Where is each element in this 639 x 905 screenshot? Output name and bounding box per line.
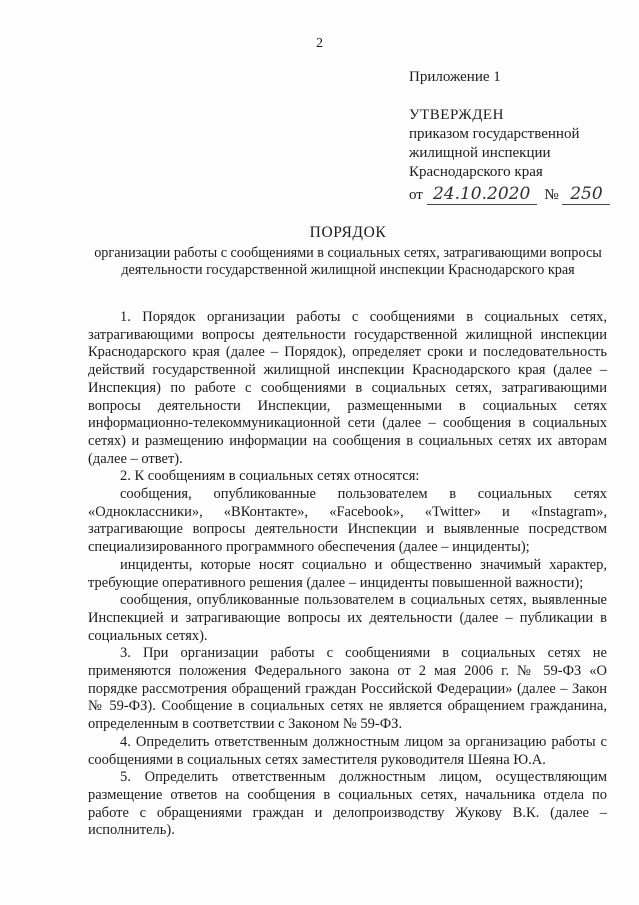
number-label: №: [544, 187, 559, 203]
handwritten-number: 250: [562, 185, 610, 205]
from-label: от: [409, 187, 423, 203]
paragraph: 2. К сообщениям в социальных сетях относятся:: [120, 468, 420, 485]
approval-block: [409, 68, 629, 205]
approval-date-line: [409, 185, 629, 205]
document-body: [88, 309, 607, 840]
paragraph: 1. Порядок организации работы с сообщениями в социальных сетях, затрагивающими вопросы деятельности государственной жилищной инспекции Краснодарского края (далее – Порядок), определяет сроки и последовательность действий государственной жилищной инспекции Краснодарского края (далее – Инспекция) по работе с сообщениями в социальных сетях, затрагивающими вопросы деятельности Инспекции, размещенными в социальных сетях информационно-телекоммуникационной сети (далее – сообщения в социальных сетях) и размещению информации на сообщения в социальных сетях их авторам (далее – ответ).: [88, 309, 607, 467]
annex-label: Приложение 1: [409, 69, 501, 85]
paragraph: сообщения, опубликованные пользователем в социальных сетях «Одноклассники», «ВКонтакте», «Facebook», «Twitter» и «Instagram», затрагивающие вопросы деятельности Инспекции и выявленные посредством специализированного программного обеспечения (далее – инциденты);: [88, 486, 607, 556]
paragraph: 5. Определить ответственным должностным лицом, осуществляющим размещение ответов на сообщения в социальных сетях, начальника отдела по работе с обращениями граждан и делопроизводству Жукову В.К. (далее – исполнитель).: [88, 769, 607, 839]
handwritten-date: 24.10.2020: [427, 185, 537, 205]
approved-heading: УТВЕРЖДЕН: [409, 107, 504, 123]
page-number: 2: [316, 36, 323, 51]
approval-line-3: Краснодарского края: [409, 164, 543, 180]
approval-line-1: приказом государственной: [409, 126, 580, 142]
paragraph: 4. Определить ответственным должностным лицом за организацию работы с сообщениями в социальных сетях заместителя руководителя Шеяна Ю.А.: [88, 733, 607, 768]
document-title: ПОРЯДОК: [309, 224, 387, 241]
paragraph: сообщения, опубликованные пользователем в социальных сетях, выявленные Инспекцией и затрагивающие вопросы их деятельности (далее – публикации в социальных сетях).: [88, 592, 607, 644]
approval-line-2: жилищной инспекции: [409, 145, 551, 161]
paragraph: инциденты, которые носят социально и общественно значимый характер, требующие оперативного решения (далее – инциденты повышенной важности);: [88, 556, 607, 591]
document-subtitle: организации работы с сообщениями в социальных сетях, затрагивающими вопросы деятельности государственной жилищной инспекции Краснодарского края: [94, 245, 602, 278]
paragraph: 3. При организации работы с сообщениями в социальных сетях не применяются положения Федерального закона от 2 мая 2006 г. № 59-ФЗ «О порядке рассмотрения обращений граждан Российской Федерации» (далее – Закон № 59-ФЗ). Сообщение в социальных сетях не является обращением гражданина, определенным в соответствии с Законом № 59-ФЗ.: [88, 645, 607, 733]
